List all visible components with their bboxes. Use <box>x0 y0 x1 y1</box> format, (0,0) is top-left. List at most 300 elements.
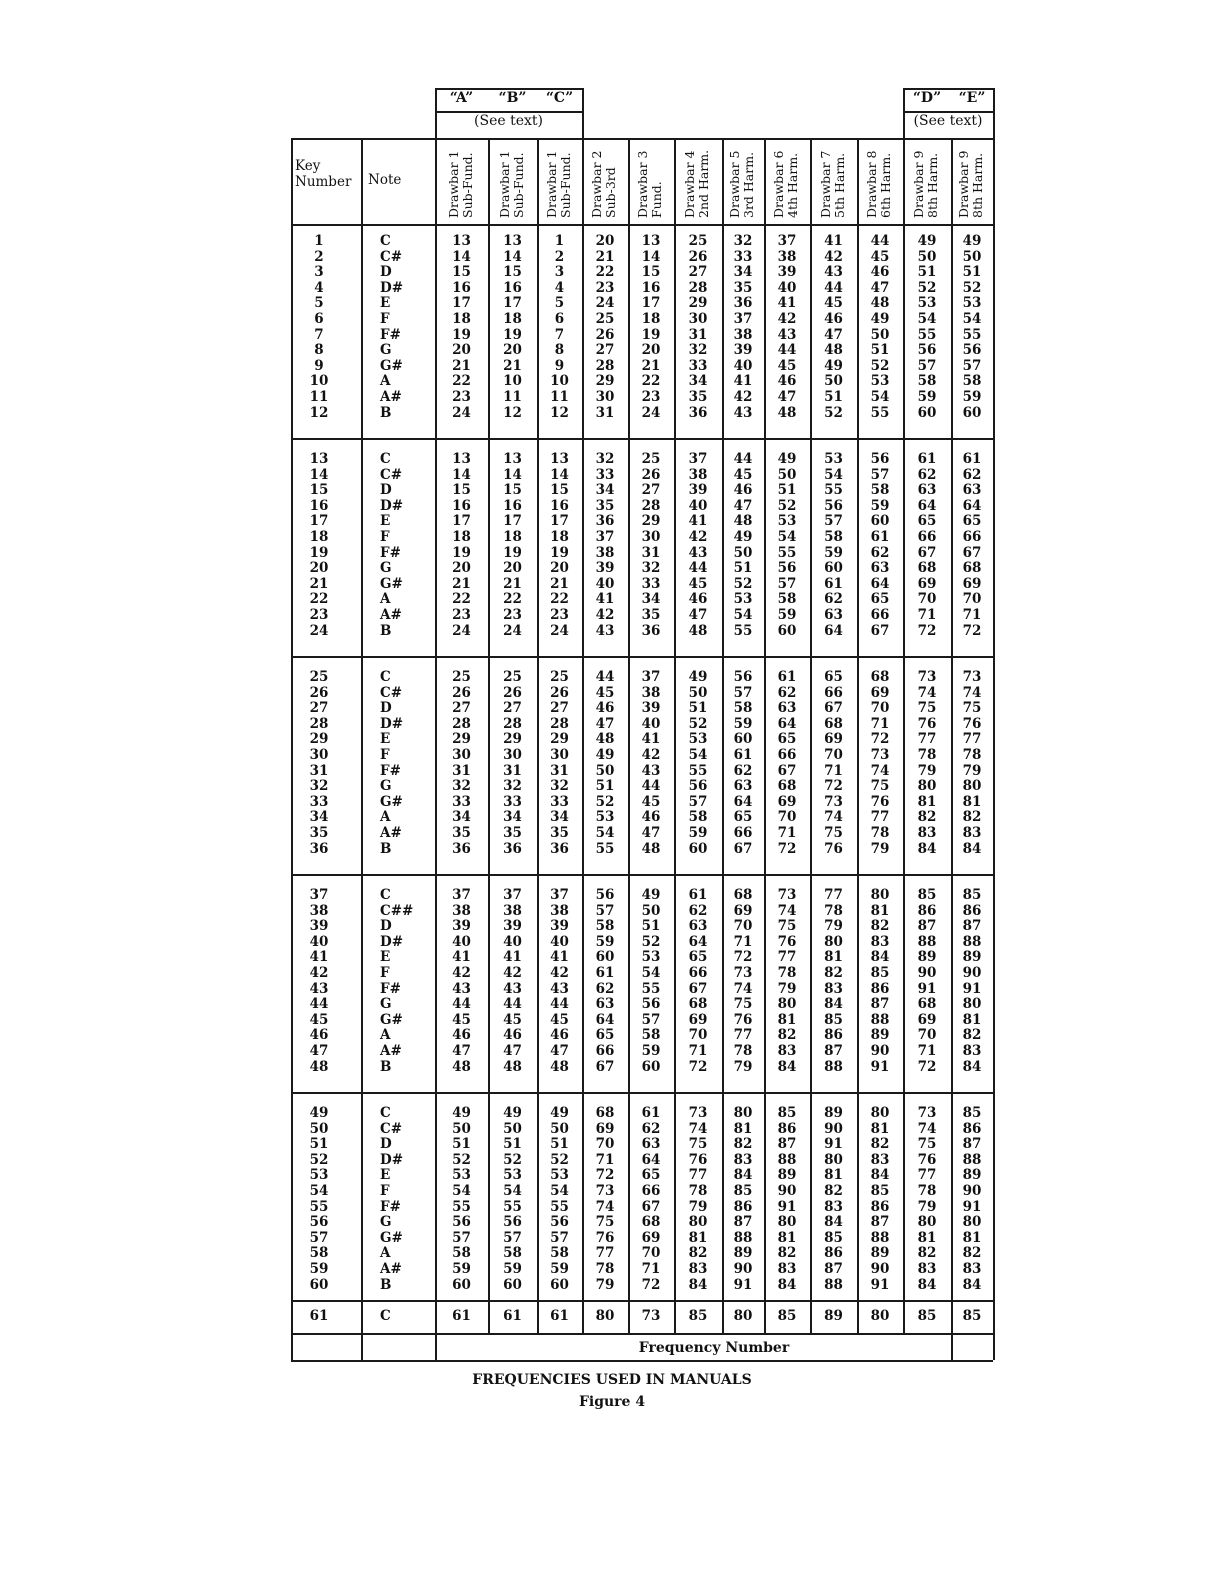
value-cell: 80 <box>962 778 982 795</box>
value-cell: 50 <box>917 248 937 265</box>
value-cell: 82 <box>870 918 890 935</box>
value-cell: 65 <box>733 809 753 826</box>
value-cell: 91 <box>777 1198 797 1215</box>
value-cell: 80 <box>962 996 982 1013</box>
note-cell: D <box>380 918 392 935</box>
value-cell: 42 <box>688 529 708 545</box>
value-cell: 70 <box>870 700 890 717</box>
value-cell: 56 <box>824 497 843 514</box>
value-cell: 83 <box>733 1151 753 1168</box>
note-cell: F# <box>380 1198 401 1215</box>
value-cell: 81 <box>962 793 982 810</box>
value-cell: 73 <box>688 1105 708 1121</box>
value-cell: 41 <box>503 949 522 966</box>
value-cell: 61 <box>595 965 615 981</box>
key-number-cell: 25 <box>309 669 329 685</box>
value-cell: 90 <box>870 1261 890 1277</box>
column-header-3: Drawbar 1 Sub-Fund. <box>543 150 573 218</box>
note-cell: G <box>380 778 392 795</box>
frequency-number-label: Frequency Number <box>638 1340 790 1356</box>
value-cell: 70 <box>962 591 982 608</box>
value-cell: 8 <box>554 342 565 359</box>
value-cell: 85 <box>870 1183 890 1199</box>
column-header-8: Drawbar 6 4th Harm. <box>771 150 800 218</box>
value-cell: 85 <box>962 887 982 903</box>
value-cell: 34 <box>733 264 753 281</box>
value-cell: 56 <box>452 1214 471 1231</box>
value-cell: 4 <box>554 279 565 296</box>
value-cell: 76 <box>777 933 797 950</box>
value-cell: 33 <box>688 357 708 374</box>
value-cell: 16 <box>452 279 471 296</box>
value-cell: 57 <box>733 684 753 701</box>
value-cell: 79 <box>824 918 843 935</box>
key-number-cell: 28 <box>309 715 329 732</box>
value-cell: 67 <box>917 544 937 561</box>
value-cell: 14 <box>550 466 569 483</box>
value-cell: 39 <box>503 918 522 935</box>
value-cell: 60 <box>777 622 797 639</box>
value-cell: 13 <box>503 451 522 467</box>
value-cell: 91 <box>824 1136 843 1153</box>
value-cell: 69 <box>733 902 753 919</box>
value-cell: 48 <box>595 731 615 748</box>
value-cell: 79 <box>870 840 890 857</box>
value-cell: 90 <box>917 965 937 981</box>
value-cell: 66 <box>595 1043 615 1059</box>
value-cell: 59 <box>452 1261 471 1277</box>
value-cell: 20 <box>452 342 471 359</box>
rule <box>582 88 584 138</box>
value-cell: 79 <box>917 762 937 779</box>
value-cell: 80 <box>733 1105 753 1121</box>
value-cell: 14 <box>452 248 471 265</box>
column-header-10: Drawbar 8 6th Harm. <box>864 150 893 218</box>
key-number-cell: 11 <box>309 389 329 405</box>
value-cell: 57 <box>962 357 982 374</box>
value-cell: 72 <box>824 778 843 795</box>
key-number-cell: 18 <box>309 529 329 545</box>
value-cell: 48 <box>452 1058 471 1075</box>
value-cell: 63 <box>824 607 843 623</box>
value-cell: 48 <box>733 513 753 530</box>
group-label-2: “C” <box>545 90 574 106</box>
column-header-4: Drawbar 2 Sub-3rd <box>589 150 618 218</box>
value-cell: 57 <box>550 1229 569 1246</box>
key-number-cell: 21 <box>309 575 329 592</box>
group-separator <box>291 1092 993 1094</box>
value-cell: 71 <box>917 1043 937 1059</box>
value-cell: 46 <box>733 482 753 499</box>
value-cell: 42 <box>777 311 797 327</box>
value-cell: 25 <box>688 233 708 249</box>
value-cell: 53 <box>962 295 982 312</box>
value-cell: 65 <box>824 669 843 685</box>
value-cell: 89 <box>962 1167 982 1184</box>
value-cell: 49 <box>688 669 708 685</box>
value-cell: 81 <box>688 1229 708 1246</box>
value-cell: 90 <box>777 1183 797 1199</box>
value-cell: 23 <box>452 607 471 623</box>
value-cell: 84 <box>777 1276 797 1293</box>
value-cell: 30 <box>452 747 471 763</box>
value-cell: 73 <box>917 1105 937 1121</box>
value-cell: 50 <box>550 1120 569 1137</box>
value-cell: 52 <box>595 793 615 810</box>
value-cell: 68 <box>595 1105 615 1121</box>
column-header-7: Drawbar 5 3rd Harm. <box>727 150 756 218</box>
value-cell: 78 <box>870 825 890 841</box>
value-cell: 75 <box>917 1136 937 1153</box>
key-number-cell: 44 <box>309 996 329 1013</box>
value-cell: 51 <box>550 1136 569 1153</box>
value-cell: 40 <box>641 715 661 732</box>
value-cell: 74 <box>917 1120 937 1137</box>
value-cell: 74 <box>595 1198 615 1215</box>
value-cell: 19 <box>452 326 471 343</box>
value-cell: 61 <box>777 669 797 685</box>
value-cell: 59 <box>503 1261 522 1277</box>
column-header-9: Drawbar 7 5th Harm. <box>817 150 847 218</box>
value-cell: 43 <box>777 326 797 343</box>
value-cell: 51 <box>962 264 982 281</box>
value-cell: 68 <box>777 778 797 795</box>
value-cell: 58 <box>688 809 708 826</box>
rule <box>993 88 995 138</box>
value-cell: 56 <box>870 451 890 467</box>
value-cell: 49 <box>733 529 753 545</box>
value-cell: 85 <box>917 1308 937 1324</box>
value-cell: 86 <box>733 1198 753 1215</box>
value-cell: 34 <box>452 809 471 826</box>
value-cell: 55 <box>733 622 753 639</box>
value-cell: 71 <box>595 1151 615 1168</box>
value-cell: 80 <box>962 1214 982 1231</box>
value-cell: 53 <box>503 1167 522 1184</box>
value-cell: 89 <box>917 949 937 966</box>
value-cell: 20 <box>503 342 522 359</box>
note-cell: A <box>380 373 391 390</box>
value-cell: 89 <box>733 1245 753 1262</box>
value-cell: 52 <box>824 404 843 421</box>
value-cell: 39 <box>777 264 797 281</box>
value-cell: 56 <box>595 887 615 903</box>
value-cell: 54 <box>641 965 661 981</box>
value-cell: 76 <box>733 1011 753 1028</box>
value-cell: 91 <box>870 1058 890 1075</box>
key-number-cell: 20 <box>309 560 329 577</box>
value-cell: 24 <box>595 295 615 312</box>
key-number-cell: 8 <box>314 342 324 359</box>
value-cell: 67 <box>641 1198 661 1215</box>
note-cell: D# <box>380 1151 404 1168</box>
value-cell: 71 <box>733 933 753 950</box>
value-cell: 15 <box>452 482 471 499</box>
value-cell: 82 <box>917 809 937 826</box>
value-cell: 91 <box>962 1198 982 1215</box>
value-cell: 41 <box>733 373 753 390</box>
key-number-cell: 16 <box>309 497 329 514</box>
value-cell: 80 <box>824 933 843 950</box>
note-cell: F <box>380 965 390 981</box>
value-cell: 59 <box>733 715 753 732</box>
value-cell: 37 <box>452 887 471 903</box>
value-cell: 18 <box>550 529 569 545</box>
value-cell: 34 <box>688 373 708 390</box>
value-cell: 40 <box>777 279 797 296</box>
key-number-cell: 26 <box>309 684 329 701</box>
value-cell: 66 <box>641 1183 661 1199</box>
value-cell: 52 <box>870 357 890 374</box>
value-cell: 61 <box>503 1308 522 1324</box>
value-cell: 18 <box>503 529 522 545</box>
note-cell: E <box>380 731 391 748</box>
value-cell: 54 <box>595 825 615 841</box>
value-cell: 24 <box>452 404 471 421</box>
value-cell: 44 <box>595 669 615 685</box>
value-cell: 66 <box>917 529 937 545</box>
value-cell: 7 <box>554 326 565 343</box>
value-cell: 64 <box>595 1011 615 1028</box>
value-cell: 34 <box>595 482 615 499</box>
value-cell: 82 <box>777 1245 797 1262</box>
value-cell: 54 <box>550 1183 569 1199</box>
value-cell: 91 <box>962 980 982 997</box>
value-cell: 39 <box>595 560 615 577</box>
value-cell: 6 <box>554 311 565 327</box>
value-cell: 38 <box>733 326 753 343</box>
value-cell: 35 <box>452 825 471 841</box>
value-cell: 87 <box>824 1261 843 1277</box>
value-cell: 52 <box>550 1151 569 1168</box>
value-cell: 14 <box>452 466 471 483</box>
value-cell: 61 <box>688 887 708 903</box>
key-number-cell: 38 <box>309 902 329 919</box>
value-cell: 53 <box>870 373 890 390</box>
group-label-1: “B” <box>498 90 527 106</box>
value-cell: 84 <box>870 949 890 966</box>
value-cell: 53 <box>824 451 843 467</box>
note-cell: G# <box>380 1229 403 1246</box>
value-cell: 63 <box>870 560 890 577</box>
value-cell: 89 <box>824 1105 843 1121</box>
value-cell: 84 <box>824 1214 843 1231</box>
value-cell: 20 <box>595 233 615 249</box>
value-cell: 46 <box>777 373 797 390</box>
value-cell: 59 <box>824 544 843 561</box>
value-cell: 65 <box>777 731 797 748</box>
note-cell: G# <box>380 1011 403 1028</box>
value-cell: 67 <box>962 544 982 561</box>
value-cell: 48 <box>688 622 708 639</box>
key-number-cell: 61 <box>309 1308 329 1324</box>
value-cell: 86 <box>870 980 890 997</box>
value-cell: 42 <box>503 965 522 981</box>
value-cell: 50 <box>641 902 661 919</box>
value-cell: 84 <box>777 1058 797 1075</box>
value-cell: 64 <box>733 793 753 810</box>
value-cell: 14 <box>503 466 522 483</box>
value-cell: 37 <box>777 233 797 249</box>
key-number-cell: 13 <box>309 451 329 467</box>
note-cell: B <box>380 404 392 421</box>
value-cell: 28 <box>452 715 471 732</box>
value-cell: 31 <box>641 544 661 561</box>
value-cell: 36 <box>733 295 753 312</box>
value-cell: 62 <box>641 1120 661 1137</box>
value-cell: 5 <box>554 295 565 312</box>
value-cell: 75 <box>917 700 937 717</box>
value-cell: 44 <box>688 560 708 577</box>
value-cell: 35 <box>595 497 615 514</box>
value-cell: 22 <box>595 264 615 281</box>
value-cell: 64 <box>688 933 708 950</box>
value-cell: 16 <box>452 497 471 514</box>
value-cell: 39 <box>550 918 569 935</box>
value-cell: 80 <box>688 1214 708 1231</box>
note-cell: G <box>380 342 392 359</box>
value-cell: 64 <box>824 622 843 639</box>
value-cell: 71 <box>962 607 982 623</box>
value-cell: 27 <box>641 482 661 499</box>
value-cell: 65 <box>641 1167 661 1184</box>
value-cell: 79 <box>777 980 797 997</box>
note-cell: C# <box>380 466 403 483</box>
value-cell: 80 <box>917 778 937 795</box>
value-cell: 69 <box>917 1011 937 1028</box>
note-cell: D <box>380 1136 392 1153</box>
value-cell: 21 <box>550 575 569 592</box>
value-cell: 64 <box>777 715 797 732</box>
key-number-cell: 30 <box>309 747 329 763</box>
value-cell: 74 <box>870 762 890 779</box>
value-cell: 90 <box>733 1261 753 1277</box>
value-cell: 80 <box>777 1214 797 1231</box>
key-number-cell: 54 <box>309 1183 329 1199</box>
value-cell: 45 <box>550 1011 569 1028</box>
value-cell: 56 <box>550 1214 569 1231</box>
value-cell: 44 <box>641 778 661 795</box>
value-cell: 72 <box>595 1167 615 1184</box>
value-cell: 74 <box>917 684 937 701</box>
value-cell: 81 <box>824 949 843 966</box>
value-cell: 81 <box>870 902 890 919</box>
value-cell: 72 <box>777 840 797 857</box>
value-cell: 36 <box>452 840 471 857</box>
value-cell: 40 <box>550 933 569 950</box>
value-cell: 69 <box>688 1011 708 1028</box>
value-cell: 88 <box>962 933 982 950</box>
value-cell: 18 <box>452 311 471 327</box>
value-cell: 58 <box>733 700 753 717</box>
value-cell: 63 <box>917 482 937 499</box>
note-cell: C# <box>380 684 403 701</box>
value-cell: 68 <box>962 560 982 577</box>
value-cell: 54 <box>452 1183 471 1199</box>
value-cell: 51 <box>824 389 843 405</box>
value-cell: 43 <box>452 980 471 997</box>
value-cell: 58 <box>870 482 890 499</box>
value-cell: 50 <box>733 544 753 561</box>
value-cell: 30 <box>595 389 615 405</box>
value-cell: 63 <box>688 918 708 935</box>
value-cell: 21 <box>503 357 522 374</box>
note-cell: G# <box>380 575 403 592</box>
key-number-cell: 40 <box>309 933 329 950</box>
value-cell: 74 <box>688 1120 708 1137</box>
value-cell: 81 <box>733 1120 753 1137</box>
column-header-6: Drawbar 4 2nd Harm. <box>682 149 711 218</box>
value-cell: 77 <box>595 1245 615 1262</box>
key-number-cell: 29 <box>309 731 329 748</box>
value-cell: 70 <box>595 1136 615 1153</box>
value-cell: 83 <box>777 1261 797 1277</box>
value-cell: 52 <box>777 497 797 514</box>
value-cell: 61 <box>452 1308 471 1324</box>
value-cell: 89 <box>870 1027 890 1044</box>
value-cell: 57 <box>595 902 615 919</box>
value-cell: 83 <box>777 1043 797 1059</box>
value-cell: 48 <box>824 342 843 359</box>
value-cell: 18 <box>503 311 522 327</box>
value-cell: 17 <box>452 295 471 312</box>
value-cell: 46 <box>452 1027 471 1044</box>
key-number-cell: 50 <box>309 1120 329 1137</box>
value-cell: 49 <box>777 451 797 467</box>
value-cell: 85 <box>777 1308 797 1324</box>
value-cell: 70 <box>777 809 797 826</box>
value-cell: 70 <box>641 1245 661 1262</box>
note-cell: B <box>380 840 392 857</box>
value-cell: 14 <box>503 248 522 265</box>
key-number-cell: 7 <box>314 326 324 343</box>
key-number-cell: 35 <box>309 825 329 841</box>
value-cell: 70 <box>824 747 843 763</box>
value-cell: 27 <box>595 342 615 359</box>
value-cell: 61 <box>550 1308 569 1324</box>
key-number-cell: 48 <box>309 1058 329 1075</box>
column-rule <box>361 138 363 1360</box>
value-cell: 53 <box>733 591 753 608</box>
value-cell: 54 <box>733 607 753 623</box>
value-cell: 35 <box>503 825 522 841</box>
value-cell: 22 <box>503 591 522 608</box>
value-cell: 82 <box>962 1027 982 1044</box>
note-cell: A <box>380 1027 391 1044</box>
value-cell: 91 <box>870 1276 890 1293</box>
value-cell: 28 <box>503 715 522 732</box>
value-cell: 51 <box>688 700 708 717</box>
value-cell: 76 <box>962 715 982 732</box>
key-number-cell: 1 <box>314 233 324 249</box>
value-cell: 80 <box>595 1308 615 1324</box>
value-cell: 16 <box>550 497 569 514</box>
value-cell: 60 <box>917 404 937 421</box>
value-cell: 37 <box>641 669 661 685</box>
value-cell: 65 <box>962 513 982 530</box>
value-cell: 80 <box>824 1151 843 1168</box>
value-cell: 19 <box>503 326 522 343</box>
value-cell: 74 <box>733 980 753 997</box>
value-cell: 69 <box>777 793 797 810</box>
note-cell: A <box>380 591 391 608</box>
value-cell: 67 <box>733 840 753 857</box>
value-cell: 26 <box>452 684 471 701</box>
value-cell: 38 <box>503 902 522 919</box>
value-cell: 11 <box>503 389 522 405</box>
value-cell: 88 <box>733 1229 753 1246</box>
value-cell: 53 <box>688 731 708 748</box>
